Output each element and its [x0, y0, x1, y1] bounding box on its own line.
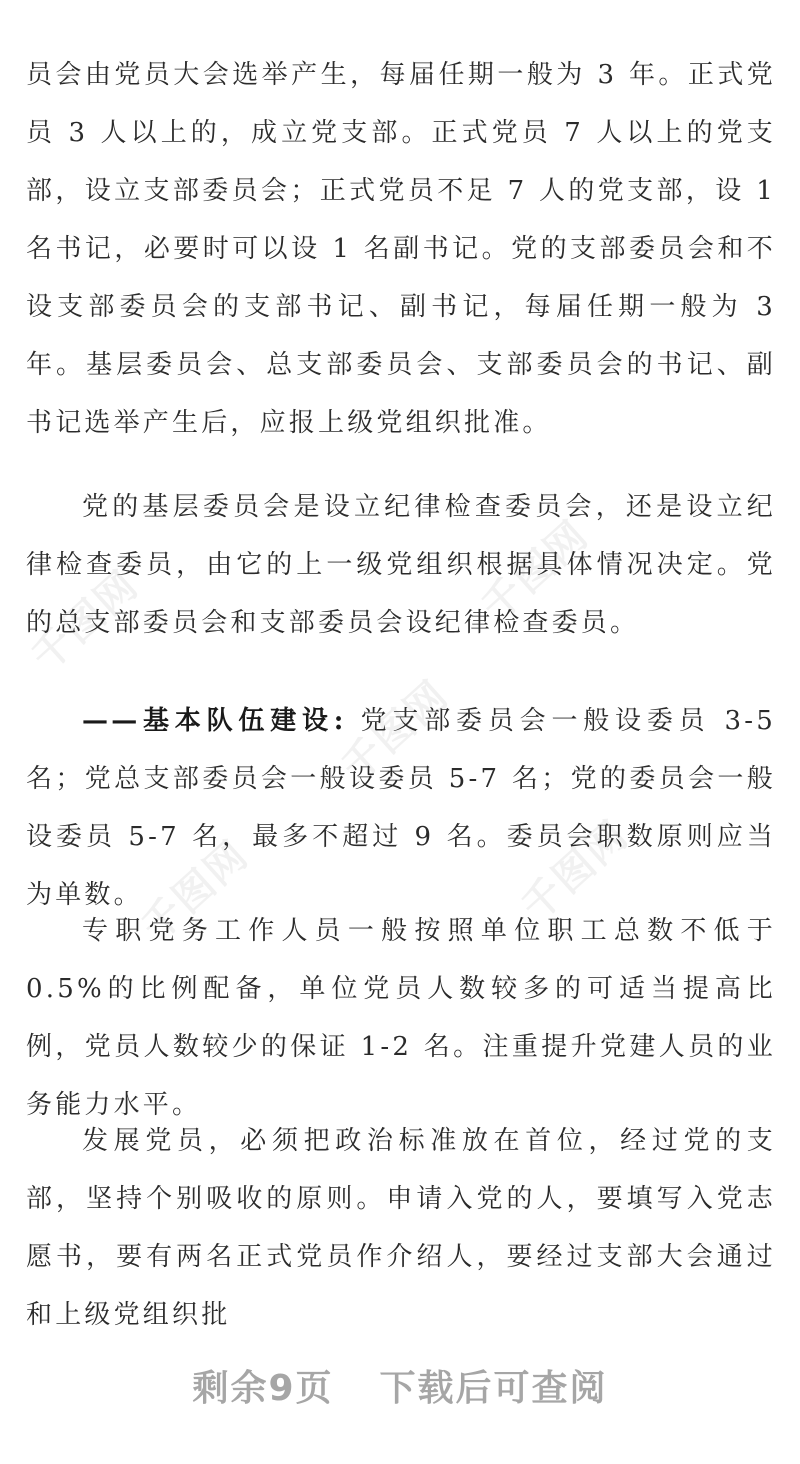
paragraph-body: 党支部委员会一般设委员 3-5 名；党总支部委员会一般设委员 5-7 名；党的委员会一般设委员 5-7 名，最多不超过 9 名。委员会职数原则应当为单数。 [26, 706, 776, 910]
paragraph-team-building [26, 692, 776, 924]
watermark: 千图网 [473, 511, 598, 631]
watermark: 千图网 [513, 811, 638, 931]
download-prompt-button[interactable] [0, 1360, 800, 1411]
paragraph-text: 党的基层委员会是设立纪律检查委员会，还是设立纪律检查委员，由它的上一级党组织根据具体情况决定。党的总支部委员会和支部委员会设纪律检查委员。 [26, 492, 776, 638]
watermark: 千图网 [23, 561, 148, 681]
paragraph-branch-election [26, 46, 776, 452]
paragraph-lead-heading: ——基本队伍建设: [82, 706, 347, 736]
paragraph-text: 员会由党员大会选举产生，每届任期一般为 3 年。正式党员 3 人以上的，成立党支部。正式党员 7 人以上的党支部，设立支部委员会；正式党员不足 7 人的党支部，设 1 名书记，必要时可以设 1 名副书记。党的支部委员会和不设支部委员会的支部书记、副书记，每届任期一般为 3 年。基层委员会、总支部委员会、支部委员会的书记、副书记选举产生后，应报上级党组织批准。 [26, 60, 776, 438]
download-to-view-label: 下载后可查阅 [379, 1368, 608, 1409]
paragraph-discipline-inspection [26, 478, 776, 652]
paragraph-member-development [26, 1112, 776, 1344]
paragraph-text: 专职党务工作人员一般按照单位职工总数不低于 0.5%的比例配备，单位党员人数较多的可适当提高比例，党员人数较少的保证 1-2 名。注重提升党建人员的业务能力水平。 [26, 916, 776, 1120]
paragraph-text: 发展党员，必须把政治标准放在首位，经过党的支部，坚持个别吸收的原则。申请入党的人，要填写入党志愿书，要有两名正式党员作介绍人，要经过支部大会通过和上级党组织批 [26, 1126, 776, 1330]
paragraph-staffing [26, 902, 776, 1134]
paragraph-text [26, 692, 776, 924]
watermark: 千图网 [333, 671, 458, 791]
remaining-pages-label: 剩余9页 [192, 1368, 334, 1409]
watermark: 千图网 [133, 831, 258, 951]
